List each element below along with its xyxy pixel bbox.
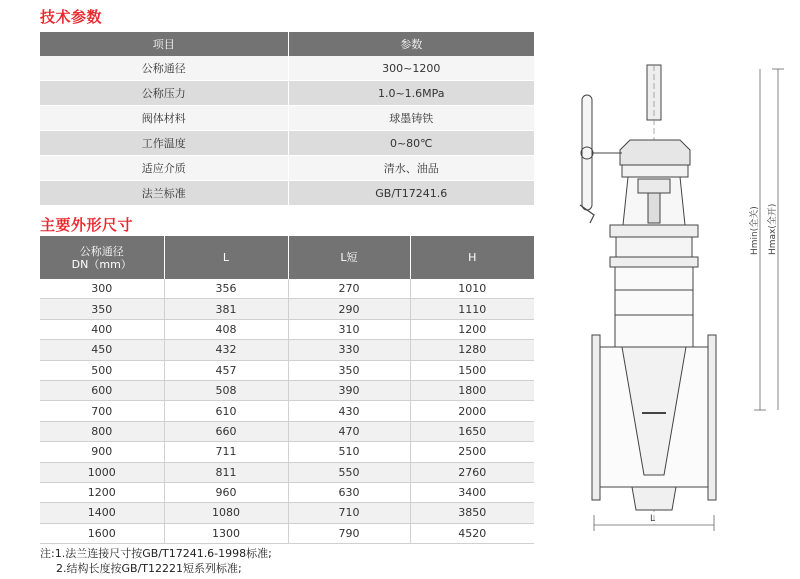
dims-row	[40, 299, 534, 319]
dims-cell-lshort: 790	[288, 523, 410, 543]
dims-cell-h: 1280	[410, 340, 534, 360]
dims-cell-h: 1650	[410, 421, 534, 441]
handwheel	[582, 95, 592, 210]
gearbox	[620, 140, 690, 165]
dims-cell-dn: 450	[40, 340, 164, 360]
dims-cell-lshort: 550	[288, 462, 410, 482]
dims-cell-dn: 1600	[40, 523, 164, 543]
dims-cell-h: 3850	[410, 503, 534, 523]
gate-valve-drawing	[560, 55, 800, 545]
spec-header-row	[40, 32, 534, 56]
dims-cell-dn: 700	[40, 401, 164, 421]
dims-cell-h: 1110	[410, 299, 534, 319]
dims-cell-l: 960	[164, 482, 288, 502]
dims-row	[40, 360, 534, 380]
spec-label: 法兰标准	[40, 181, 288, 206]
spec-value: 1.0~1.6MPa	[288, 81, 534, 106]
dims-cell-dn: 300	[40, 279, 164, 299]
dims-header-h: H	[410, 236, 534, 279]
dims-cell-h: 4520	[410, 523, 534, 543]
spec-label: 工作温度	[40, 131, 288, 156]
spec-label: 公称通径	[40, 56, 288, 81]
bonnet-flange	[610, 225, 698, 237]
dims-cell-lshort: 430	[288, 401, 410, 421]
dims-row	[40, 319, 534, 339]
dims-cell-l: 356	[164, 279, 288, 299]
spec-header-item: 项目	[40, 32, 288, 56]
spec-row	[40, 106, 534, 131]
valve-body	[615, 267, 693, 347]
dims-header-dn: 公称通径 DN（mm）	[40, 236, 164, 279]
note-line-2: 2.结构长度按GB/T12221短系列标准;	[56, 562, 242, 575]
drawing-label-hmax: Hmax(全开)	[768, 203, 778, 255]
dims-cell-l: 408	[164, 319, 288, 339]
dims-cell-l: 811	[164, 462, 288, 482]
dims-cell-l: 1080	[164, 503, 288, 523]
dims-cell-dn: 400	[40, 319, 164, 339]
drawing-label-l: L	[650, 514, 656, 524]
dims-cell-dn: 500	[40, 360, 164, 380]
dims-cell-l: 610	[164, 401, 288, 421]
dims-row	[40, 442, 534, 462]
dims-cell-lshort: 630	[288, 482, 410, 502]
spec-label: 适应介质	[40, 156, 288, 181]
spec-row	[40, 156, 534, 181]
spec-value: 300~1200	[288, 56, 534, 81]
dims-row	[40, 401, 534, 421]
dims-cell-dn: 1000	[40, 462, 164, 482]
dims-row	[40, 503, 534, 523]
dims-cell-h: 1500	[410, 360, 534, 380]
dims-cell-h: 1200	[410, 319, 534, 339]
dims-cell-dn: 350	[40, 299, 164, 319]
dims-row	[40, 482, 534, 502]
spec-header-param: 参数	[288, 32, 534, 56]
dims-cell-l: 711	[164, 442, 288, 462]
dims-cell-h: 3400	[410, 482, 534, 502]
dims-cell-lshort: 470	[288, 421, 410, 441]
note-line-1: 注:1.法兰连接尺寸按GB/T17241.6-1998标准;	[40, 547, 272, 560]
dims-row	[40, 462, 534, 482]
dimension-table	[40, 236, 534, 544]
outlet-flange	[708, 335, 716, 500]
spec-table	[40, 32, 534, 205]
dims-cell-h: 2760	[410, 462, 534, 482]
dims-cell-lshort: 330	[288, 340, 410, 360]
dims-cell-lshort: 290	[288, 299, 410, 319]
dims-cell-lshort: 390	[288, 380, 410, 400]
dims-cell-lshort: 270	[288, 279, 410, 299]
dims-cell-lshort: 350	[288, 360, 410, 380]
spec-value: GB/T17241.6	[288, 181, 534, 206]
dims-cell-dn: 600	[40, 380, 164, 400]
dims-row	[40, 340, 534, 360]
dims-cell-dn: 900	[40, 442, 164, 462]
dims-cell-l: 381	[164, 299, 288, 319]
dims-cell-dn: 1400	[40, 503, 164, 523]
dims-row	[40, 279, 534, 299]
spec-row	[40, 81, 534, 106]
drawing-label-hmin: Hmin(全关)	[750, 206, 760, 255]
dims-cell-h: 1010	[410, 279, 534, 299]
spec-label: 公称压力	[40, 81, 288, 106]
dims-cell-h: 2500	[410, 442, 534, 462]
dims-cell-lshort: 310	[288, 319, 410, 339]
dims-row	[40, 380, 534, 400]
dims-cell-lshort: 710	[288, 503, 410, 523]
spec-value: 球墨铸铁	[288, 106, 534, 131]
dims-cell-h: 2000	[410, 401, 534, 421]
dims-cell-dn: 1200	[40, 482, 164, 502]
dims-row	[40, 523, 534, 543]
dims-cell-l: 457	[164, 360, 288, 380]
spec-row	[40, 131, 534, 156]
dims-cell-l: 432	[164, 340, 288, 360]
spec-value: 0~80℃	[288, 131, 534, 156]
dims-section-title: 主要外形尺寸	[40, 216, 134, 234]
dims-cell-l: 1300	[164, 523, 288, 543]
spec-label: 阀体材料	[40, 106, 288, 131]
dims-cell-lshort: 510	[288, 442, 410, 462]
spec-section-title: 技术参数	[40, 8, 103, 26]
dims-row	[40, 421, 534, 441]
spec-row	[40, 56, 534, 81]
dims-cell-h: 1800	[410, 380, 534, 400]
dims-header-row	[40, 236, 534, 279]
dims-body	[40, 279, 534, 544]
inlet-flange	[592, 335, 600, 500]
dims-cell-l: 660	[164, 421, 288, 441]
spec-row	[40, 181, 534, 206]
dims-cell-l: 508	[164, 380, 288, 400]
spec-value: 清水、油品	[288, 156, 534, 181]
dims-header-lshort: L短	[288, 236, 410, 279]
dims-header-l: L	[164, 236, 288, 279]
dims-cell-dn: 800	[40, 421, 164, 441]
